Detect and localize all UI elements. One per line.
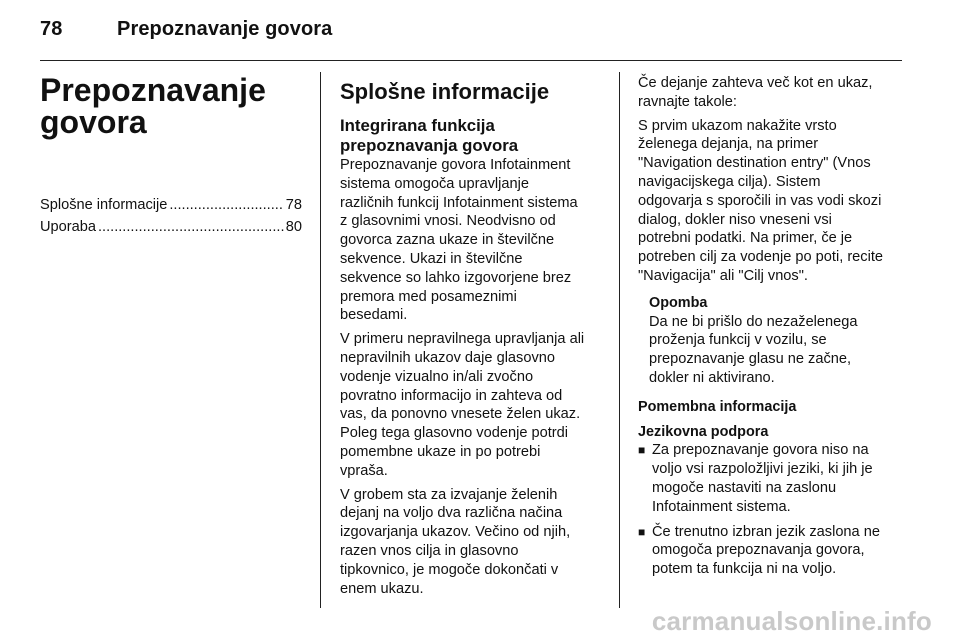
text-line: govorca zazna ukaze in številčne	[340, 232, 555, 249]
subsection-heading: Integrirana funkcija prepoznavanja govora	[340, 116, 519, 155]
text-line: dejanj na voljo dva različna načina	[340, 505, 563, 522]
text-line: vodenje vizualno in/ali zvočno	[340, 368, 534, 385]
paragraph	[638, 74, 904, 112]
note-box	[649, 294, 904, 388]
text-line: potem ta funkcija ni na voljo.	[652, 561, 837, 578]
text-line: pomembne ukaze in po potrebi	[340, 443, 541, 460]
text-line: z glasovnimi vnosi. Neodvisno od	[340, 213, 556, 230]
text-line: sekvence so lahko izgovorjene brez	[340, 269, 572, 286]
bullet-item	[638, 523, 904, 579]
text-line: V primeru nepravilnega upravljanja ali	[340, 331, 585, 348]
text-line: "Navigacija" ali "Cilj vnos".	[638, 267, 808, 284]
text-line: Poleg tega glasovno vodenje potrdi	[340, 425, 568, 442]
paragraph	[340, 156, 606, 325]
body-text	[340, 156, 606, 598]
text-line: potrebni podatki. Na primer, če je	[638, 230, 853, 247]
paragraph	[340, 330, 606, 480]
text-line: povratno informacijo in zahteva od	[340, 387, 563, 404]
text-line: navigacijskega cilja). Sistem	[638, 173, 821, 190]
bullet-text	[652, 441, 873, 516]
section-heading: Splošne informacije	[340, 79, 550, 104]
body-column-2	[638, 74, 904, 585]
text-line: "Navigation destination entry" (Vnos	[638, 155, 871, 172]
text-line: besedami.	[340, 307, 408, 324]
running-title: Prepoznavanje govora	[117, 18, 333, 40]
note-text	[649, 313, 904, 388]
running-header	[40, 18, 332, 41]
bullet-square-icon: ■	[638, 524, 646, 539]
text-line: V grobem sta za izvajanje želenih	[340, 486, 558, 503]
toc-leader	[169, 194, 283, 216]
page-number: 78	[40, 18, 63, 40]
text-line: želenega dejanja, na primer	[638, 136, 819, 153]
text-line: premora med posameznimi	[340, 288, 517, 305]
text-line: mogoče nastaviti na zaslonu	[652, 479, 837, 496]
text-line: različnih funkcij Infotainment sistema	[340, 194, 578, 211]
text-line: Infotainment sistema.	[652, 498, 791, 515]
text-line: Prepoznavanje govora Infotainment	[340, 157, 571, 173]
text-line: nepravilnih ukazov daje glasovno	[340, 349, 555, 366]
language-support-heading: Jezikovna podpora	[638, 423, 769, 440]
column-divider	[320, 72, 321, 608]
text-line: vas, da ponovno vnesete želen ukaz.	[340, 406, 581, 423]
bullet-text	[652, 523, 880, 579]
text-line: omogoča prepoznavanja govora,	[652, 542, 865, 559]
text-line: enem ukazu.	[340, 580, 424, 597]
text-line: Če dejanje zahteva več kot en ukaz,	[638, 75, 873, 91]
text-line: prepoznavanje glasu ne začne,	[649, 351, 852, 368]
toc-entry[interactable]	[40, 194, 302, 216]
bullet-list	[638, 441, 904, 579]
text-line: ravnajte takole:	[638, 93, 737, 110]
text-line: tipkovnico, je mogoče dokončati v	[340, 561, 559, 578]
toc-label: Uporaba	[40, 219, 96, 235]
toc-leader	[98, 216, 284, 238]
text-line: voljo vsi razpoložljivi jeziki, ki jih je	[652, 461, 873, 478]
info-heading: Pomembna informacija	[638, 398, 797, 415]
paragraph	[340, 486, 606, 599]
note-title: Opomba	[649, 294, 708, 311]
text-line: Za prepoznavanje govora niso na	[652, 442, 869, 459]
toc-page: 78	[285, 197, 302, 213]
text-line: Da ne bi prišlo do nezaželenega	[649, 313, 858, 330]
text-line: potreben cilj za vodenje po poti, recite	[638, 249, 884, 266]
toc-page: 80	[285, 219, 302, 235]
text-line: S prvim ukazom nakažite vrsto	[638, 117, 837, 134]
column-divider	[619, 72, 620, 608]
text-line: izgovarjanja ukazov. Večino od njih,	[340, 524, 571, 541]
body-text	[638, 74, 904, 286]
text-line: sekvence. Ukazi in številčne	[340, 250, 523, 267]
text-line: odgovarja s sporočili in vas vodi skozi	[638, 192, 882, 209]
bullet-square-icon: ■	[638, 443, 646, 458]
chapter-column	[40, 74, 302, 238]
text-line: sistema omogoča upravljanje	[340, 175, 530, 192]
bullet-item	[638, 441, 904, 516]
toc-entry[interactable]	[40, 216, 302, 238]
toc-label: Splošne informacije	[40, 197, 168, 213]
body-column-1	[340, 74, 606, 603]
watermark: carmanualsonline.info	[651, 606, 932, 636]
text-line: proženja funkcij v vozilu, se	[649, 332, 827, 349]
header-rule	[40, 60, 902, 61]
paragraph	[638, 117, 904, 286]
text-line: vpraša.	[340, 462, 388, 479]
text-line: dokler ni aktivirano.	[649, 369, 775, 386]
text-line: razen vnos cilja in glasovno	[340, 542, 519, 559]
text-line: dialog, dokler niso vneseni vsi	[638, 211, 832, 228]
chapter-title: Prepoznavanje govora	[40, 72, 266, 140]
text-line: Če trenutno izbran jezik zaslona ne	[652, 523, 880, 540]
